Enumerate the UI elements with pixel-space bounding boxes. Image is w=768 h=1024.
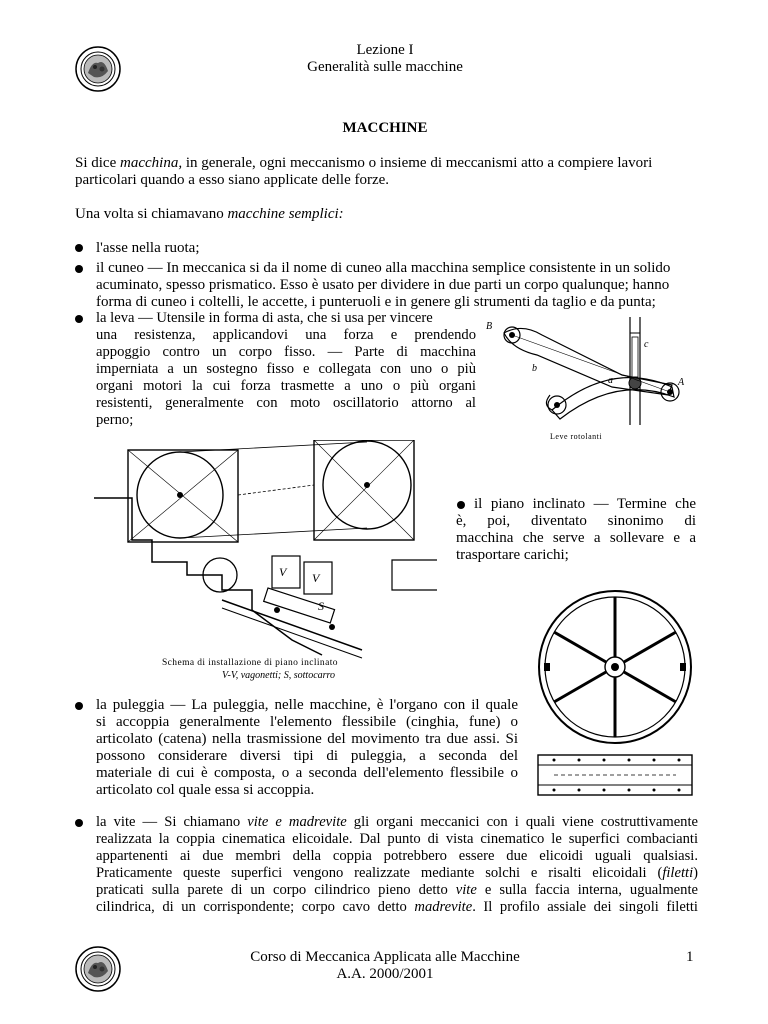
- header-lesson: Lezione I: [356, 42, 414, 58]
- vite-line: [96, 882, 698, 899]
- leva-line: organi motori la cui forza trasmette a uno o più organi: [96, 378, 476, 394]
- university-seal-logo: [74, 945, 122, 993]
- leva-line: resistenti, generalmente con moto oscillatorio attorno al: [96, 395, 476, 411]
- page-title: MACCHINE: [342, 120, 428, 136]
- intro-term: macchine semplici:: [227, 206, 344, 222]
- puleggia-figure: [534, 585, 696, 800]
- leve-caption: Leve rotolanti: [550, 432, 603, 441]
- bullet-marker: [75, 315, 83, 323]
- vite-text: cilindrica, di un corrispondente; corpo cavo detto: [96, 899, 415, 915]
- bullet-marker: [75, 819, 83, 827]
- vite-text: e sulla faccia interna, ugualmente: [476, 882, 698, 898]
- piano-line: è, poi, diventato sinonimo di: [456, 513, 696, 529]
- university-seal-logo: [74, 45, 122, 93]
- vite-term: vite e madrevite: [247, 814, 347, 830]
- piano-inclinato-figure: [92, 440, 437, 690]
- footer: [200, 949, 570, 983]
- piano-label-S: S: [318, 599, 324, 613]
- puleggia-line: materiale di cui è composta, o a seconda dell'elemento flessibile o: [96, 765, 518, 781]
- leve-label-B: B: [486, 321, 493, 332]
- vite-text: la vite — Si chiamano: [96, 814, 248, 830]
- leva-line: imperniata a un sostegno fisso e collegata con uno o più: [96, 361, 476, 377]
- list-item-vite: [96, 814, 698, 916]
- vite-text: praticati sulla parete di un corpo cilindrico pieno detto: [96, 882, 456, 898]
- puleggia-line: la puleggia — La puleggia, nelle macchine, è l'organo con il quale: [96, 697, 518, 713]
- puleggia-line: articolato col quale essa si accoppia.: [96, 782, 315, 798]
- vite-text: ): [693, 865, 698, 881]
- bullet-marker: [457, 501, 465, 509]
- piano-label-V1: V: [279, 565, 287, 579]
- vite-line: [96, 814, 698, 831]
- vite-line: [96, 865, 698, 882]
- vite-line: [96, 899, 698, 916]
- leva-line: perno;: [96, 412, 134, 428]
- vite-text: . Il profilo assiale dei singoli filetti: [472, 899, 698, 915]
- puleggia-line: si accoppia generalmente l'elemento flessibile (cinghia, fune) o: [96, 714, 518, 730]
- page-number: 1: [686, 949, 694, 965]
- piano-line: trasportare carichi;: [456, 547, 569, 563]
- intro-text: in generale, ogni meccanismo o insieme di meccanismi atto a compiere lavori: [182, 155, 653, 171]
- intro-paragraph: [75, 155, 697, 189]
- puleggia-line: articolato (catena) nella trasmissione del movimento tra due assi. Si: [96, 731, 518, 747]
- list-item-leva: [96, 310, 476, 429]
- puleggia-line: possono considerare diversi tipi di puleggia, a seconda del: [96, 748, 518, 764]
- piano-line: macchina che serve a sollevare e a: [456, 530, 696, 546]
- list-item-piano-inclinato: [456, 496, 696, 564]
- cuneo-line: forma di cuneo i coltelli, le accette, i punteruoli e in genere gli strumenti da taglio e da punta;: [96, 294, 656, 310]
- vite-line: appartenenti ai due membri della coppia potrebbero essere due elicoidi uguali qualsiasi.: [96, 848, 698, 864]
- footer-year: A.A. 2000/2001: [336, 966, 434, 982]
- leve-label-c: c: [644, 339, 649, 350]
- leva-line: la leva — Utensile in forma di asta, che si usa per vincere: [96, 310, 433, 326]
- piano-caption-line2: V-V, vagonetti; S, sottocarro: [222, 670, 336, 681]
- list-item-asse: l'asse nella ruota;: [96, 240, 200, 256]
- vite-text: Praticamente queste superfici vengono realizzate mediante solchi e risalti elicoidali (: [96, 865, 663, 881]
- header: [230, 42, 540, 76]
- leve-rotolanti-figure: [482, 315, 692, 445]
- leve-label-b: b: [532, 363, 537, 374]
- intro-term: macchina,: [120, 155, 183, 171]
- header-subtitle: Generalità sulle macchine: [307, 59, 463, 75]
- piano-line: il piano inclinato — Termine che: [474, 496, 696, 512]
- vite-term: vite: [455, 882, 477, 898]
- piano-label-V2: V: [312, 571, 320, 585]
- intro-text: Si dice: [75, 155, 120, 171]
- list-item-cuneo: [96, 260, 698, 311]
- cuneo-line: il cuneo — In meccanica si da il nome di cuneo alla macchina semplice consistente in un solido: [96, 260, 671, 276]
- intro-text: Una volta si chiamavano: [75, 206, 228, 222]
- footer-course: Corso di Meccanica Applicata alle Macchine: [250, 949, 520, 965]
- simple-machines-intro: [75, 206, 697, 223]
- intro-text: particolari quando a esso siano applicate delle forze.: [75, 172, 390, 188]
- vite-term: madrevite: [414, 899, 473, 915]
- bullet-marker: [75, 244, 83, 252]
- leve-label-a: a: [608, 375, 613, 386]
- cuneo-line: acuminato, spesso prismatico. Esso è usato per dividere in due parti un corpo qualunque; hanno: [96, 277, 670, 293]
- leva-line: appoggio contro un corpo fisso. — Parte di macchina: [96, 344, 476, 360]
- vite-text: gli organi meccanici con i quali viene costruttivamente: [346, 814, 698, 830]
- piano-caption-line1: Schema di installazione di piano inclinato: [162, 658, 338, 668]
- leva-line: una resistenza, applicandovi una forza e prendendo: [96, 327, 476, 343]
- vite-line: realizzata la coppia cinematica elicoidale. Dal punto di vista cinematico le superfici combacianti: [96, 831, 698, 847]
- bullet-marker: [75, 702, 83, 710]
- vite-term: filetti: [662, 865, 694, 881]
- bullet-marker: [75, 265, 83, 273]
- leve-label-A: A: [678, 377, 685, 388]
- list-item-puleggia: [96, 697, 518, 799]
